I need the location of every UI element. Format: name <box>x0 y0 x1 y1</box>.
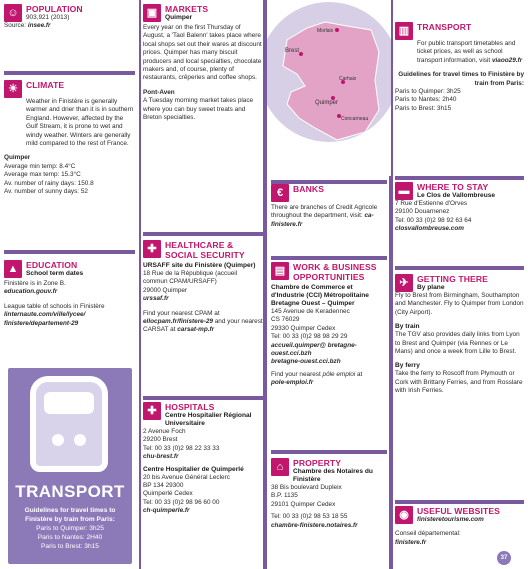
map-label: Brest <box>285 48 300 54</box>
education-section: ▲ EDUCATION School term dates Finistère is in Zone B. education.gouv.fr League table of schools in Finistère linternaute.com/ville/lycee/ finistere/departement-29 <box>4 260 135 328</box>
briefcase-icon: ▤ <box>271 262 289 280</box>
map-label: Concarneau <box>341 116 369 122</box>
population-value: 903,921 (2013) <box>26 14 70 21</box>
carsat-link[interactable]: carsat-mp.fr <box>177 326 215 334</box>
divider <box>4 71 135 75</box>
bed-icon: ▬ <box>395 182 413 200</box>
medical-cross-icon: ✚ <box>143 240 161 258</box>
section-title: WORK & BUSINESS OPPORTUNITIES <box>293 262 377 282</box>
climate-stat: Av. number of sunny days: 52 <box>4 188 88 196</box>
section-title: WHERE TO STAY <box>417 182 489 192</box>
section-title: GETTING THERE <box>417 274 489 284</box>
section-title: HOSPITALS <box>165 402 215 412</box>
source-link[interactable]: insee.fr <box>27 22 51 30</box>
tourism-link[interactable]: finisteretourisme.com <box>417 516 484 523</box>
bus-icon: ▥ <box>395 22 413 40</box>
graduation-cap-icon: ▲ <box>4 260 22 278</box>
section-title: POPULATION <box>26 4 83 14</box>
climate-city: Quimper <box>4 154 31 162</box>
transport-link[interactable]: viaoo29.fr <box>491 56 523 64</box>
shopping-bag-icon: ▣ <box>143 4 161 22</box>
urssaf-link[interactable]: urssaf.fr <box>143 295 169 303</box>
section-title: USEFUL WEBSITES <box>417 506 500 516</box>
column-2 <box>139 0 267 569</box>
column-3 <box>267 0 391 569</box>
section-title: HEALTHCARE & SOCIAL SECURITY <box>165 240 245 260</box>
climate-stat: Av. number of rainy days: 150.8 <box>4 179 94 187</box>
section-title: EDUCATION <box>26 260 78 270</box>
section-title: CLIMATE <box>26 80 65 90</box>
column-1 <box>0 0 139 569</box>
transport-box-title: TRANSPORT <box>15 482 125 501</box>
email-link[interactable]: accueil.quimper@ bretagne-ouest.cci.bzh <box>271 341 357 358</box>
transport-section: ▥ TRANSPORT For public transport timetables and ticket prices, as well as school transport information, visit viaoo29.fr Guidelines for travel times to Finistère by train from Paris: Paris to Quimper: 3h25 Paris to Nantes: 2h40 Paris to Brest: 3h15 <box>395 22 524 112</box>
column-4 <box>391 0 528 569</box>
divider <box>271 450 387 454</box>
notaires-link[interactable]: chambre-finistere.notaires.fr <box>271 521 358 529</box>
climate-stat: Average max temp: 15.3°C <box>4 171 81 179</box>
cpam-link[interactable]: ellocpam.fr/finistere-29 <box>143 318 213 326</box>
banks-section: € BANKS There are branches of Credit Agricole throughout the department, visit: ca-finistere.fr <box>271 184 378 228</box>
euro-icon: € <box>271 184 289 202</box>
websites-section: ◉ USEFUL WEBSITES finisteretourisme.com Conseil départemental: finistere.fr <box>395 506 524 547</box>
map-label: Carhaix <box>339 76 357 82</box>
getting-there-section: ✈ GETTING THERE By plane Fly to Brest from Birmingham, Southampton and Manchester. Fly to Quimper from London (City Airport). By train The TGV also provides daily links from Lyon to Brest and Quimper (via Rennes or Le Mans) and once a week from Lille to Brest. By ferry Take the ferry to Roscoff from Plymouth or Cork with Brittany Ferries, and from Rosslare with Irish Ferries. <box>395 274 524 395</box>
people-icon: ☺ <box>4 4 22 22</box>
population-section: ☺ POPULATION 903,921 (2013) Source: insee.fr <box>4 4 83 30</box>
map-label: Quimper <box>315 100 339 106</box>
divider <box>4 250 135 254</box>
transport-box: TRANSPORT Guidelines for travel times to Finistère by train from Paris: Paris to Quimper: 3h25 Paris to Nantes: 2H40 Paris to Brest: 3h15 <box>8 368 132 564</box>
hotel-link[interactable]: closvallombreuse.com <box>395 225 464 233</box>
stay-section: ▬ WHERE TO STAY Le Clos de Vallombreuse 7 Rue d'Estienne d'Orves 29100 Douarnenez Tel: 00 33 (0)2 98 92 63 64 closvallombreuse.com <box>395 182 524 234</box>
property-section: ⌂ PROPERTY Chambre des Notaires du Finistère 38 Bis boulevard Dupleix B.P. 1135 29101 Quimper Cedex Tel: 00 33 (0)2 98 53 18 55 chambre-finistere.notaires.fr <box>271 458 387 530</box>
healthcare-section: ✚ HEALTHCARE & SOCIAL SECURITY URSAFF site du Finistère (Quimper) 18 Rue de la République (accueil commun CPAM/URSAFF) 29000 Quimper urssaf.fr Find your nearest CPAM at ellocpam.fr/finistere-29 and your nearest CARSAT at carsat-mp.fr <box>143 240 263 334</box>
globe-icon: ◉ <box>395 506 413 524</box>
divider <box>271 256 387 260</box>
education-link[interactable]: education.gouv.fr <box>4 288 58 296</box>
schools-link[interactable]: linternaute.com/ville/lycee/ finistere/departement-29 <box>4 311 86 327</box>
cci-link[interactable]: bretagne-ouest.cci.bzh <box>271 358 341 366</box>
work-section: ▤ WORK & BUSINESS OPPORTUNITIES Chambre de Commerce et d'Industrie (CCI) Métropolitaine Bretagne Ouest – Quimper 145 Avenue de Keradennec CS 76029 29330 Quimper Cedex Tel: 00 33 (0)2 98 98 29 29 accueil.quimper@ bretagne-ouest.cci.bzh bretagne-ouest.cci.bzh Find your nearest pôle emploi at pole-emploi.fr <box>271 262 387 388</box>
section-title: TRANSPORT <box>417 22 472 32</box>
hospital-cross-icon: ✚ <box>143 402 161 420</box>
pole-emploi-link[interactable]: pole-emploi.fr <box>271 379 314 387</box>
divider <box>395 500 524 504</box>
hospital-link[interactable]: ch-quimperle.fr <box>143 507 190 515</box>
climate-body: Weather in Finistère is generally warmer and drier than it is in southern England. However, affected by the Gulf Stream, it is prone to wet and windy weather. Winters are generally mild compared to the rest of France. <box>26 98 134 148</box>
divider <box>143 232 263 236</box>
divider <box>395 266 524 270</box>
department-link[interactable]: finistere.fr <box>395 538 427 546</box>
markets-section: ▣ MARKETS Quimper Every year on the first Thursday of August, a 'Taol Balenn' takes place where local shops set out their wares at discount prices. Quimper has many biscuit producers and local specialties, chocolate makers and, of course, plenty of restaurants, crêperies and coffee shops. Pont-Aven A Tuesday morning market takes place where you can buy sweet treats and Breton specialties. <box>143 4 262 122</box>
section-title: MARKETS <box>165 4 209 14</box>
sun-icon: ☀ <box>4 80 22 98</box>
train-icon <box>30 376 108 472</box>
hospitals-section: ✚ HOSPITALS Centre Hospitalier Régional Universitaire 2 Avenue Foch 29200 Brest Tel: 00 33 (0)2 98 22 33 33 chu-brest.fr Centre Hospitalier de Quimperlé 20 bis Avenue Général Leclerc BP 134 29300 Quimperlé Cedex Tel: 00 33 (0)2 98 96 60 00 ch-quimperle.fr <box>143 402 263 516</box>
section-subtitle: School term dates <box>26 270 84 277</box>
divider <box>395 176 524 180</box>
climate-stat: Average min temp: 8.4°C <box>4 162 76 170</box>
map-label: Morlaix <box>317 28 334 34</box>
page-number: 37 <box>497 551 511 565</box>
climate-section <box>4 80 135 196</box>
bank-link[interactable]: ca-finistere.fr <box>271 212 374 228</box>
divider <box>143 396 263 400</box>
airplane-icon: ✈ <box>395 274 413 292</box>
section-title: PROPERTY <box>293 458 342 468</box>
house-icon: ⌂ <box>271 458 289 476</box>
hospital-link[interactable]: chu-brest.fr <box>143 453 179 461</box>
section-title: BANKS <box>293 184 325 194</box>
